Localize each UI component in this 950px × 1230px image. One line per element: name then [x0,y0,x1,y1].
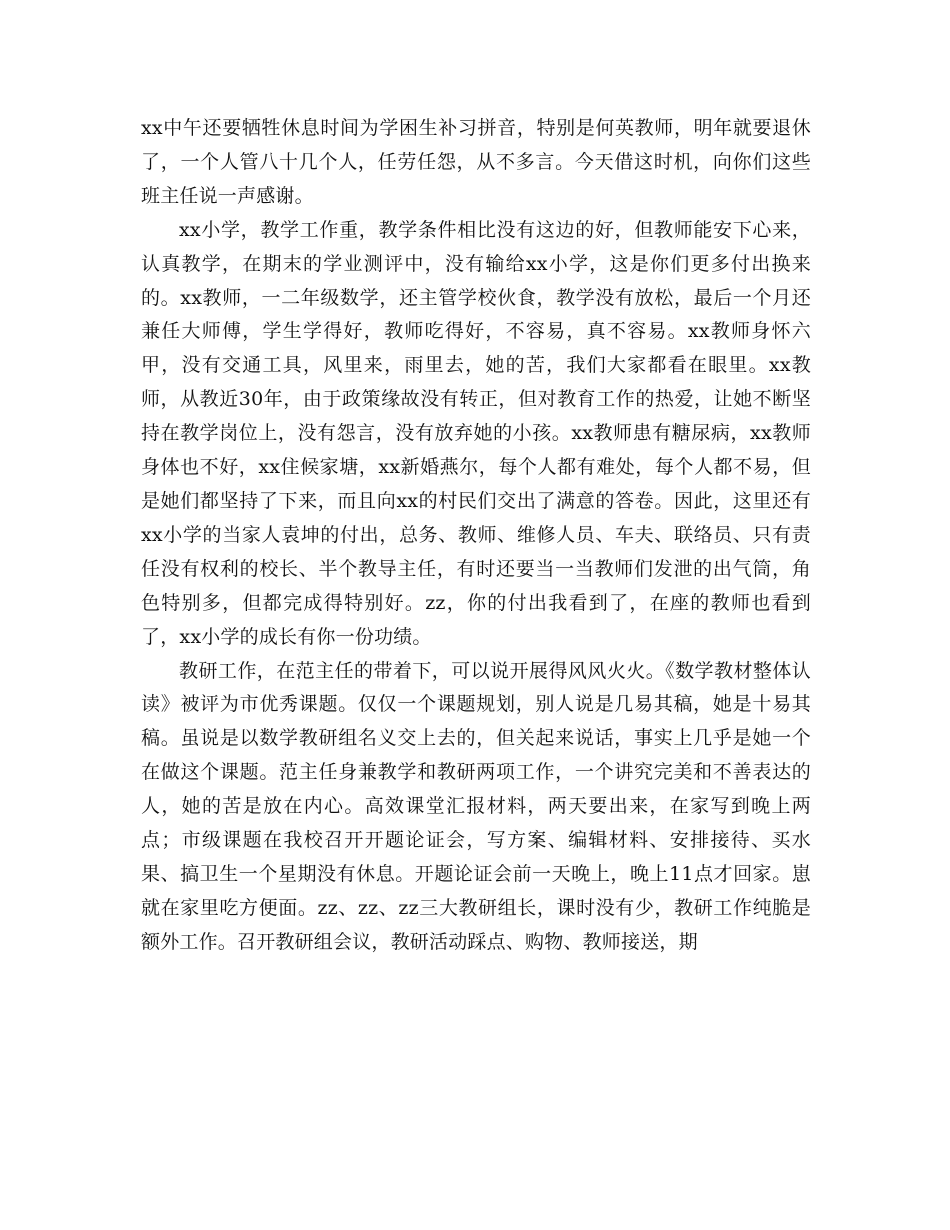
document-body [141,112,811,960]
paragraph-xx-school: xx小学，教学工作重，教学条件相比没有这边的好，但教师能安下心来，认真教学，在期末的学业测评中，没有输给xx小学，这是你们更多付出换来的。xx教师，一二年级数学，还主管学校伙食，教学没有放松，最后一个月还兼任大师傅，学生学得好，教师吃得好，不容易，真不容易。xx教师身怀六甲，没有交通工具，风里来，雨里去，她的苦，我们大家都看在眼里。xx教师，从教近30年，由于政策缘故没有转正，但对教育工作的热爱，让她不断坚持在教学岗位上，没有怨言，没有放弃她的小孩。xx教师患有糖尿病，xx教师身体也不好，xx住候家塘，xx新婚燕尔，每个人都有难处，每个人都不易，但是她们都坚持了下来，而且向xx的村民们交出了满意的答卷。因此，这里还有xx小学的当家人袁坤的付出，总务、教师、维修人员、车夫、联络员、只有责任没有权利的校长、半个教导主任，有时还要当一当教师们发泄的出气筒，角色特别多，但都完成得特别好。zz，你的付出我看到了，在座的教师也看到了，xx小学的成长有你一份功绩。 [141,218,811,648]
paragraph-teaching-research: 教研工作，在范主任的带着下，可以说开展得风风火火。《数学教材整体认读》被评为市优秀课题。仅仅一个课题规划，别人说是几易其稿，她是十易其稿。虽说是以数学教研组名义交上去的，但关起来说话，事实上几乎是她一个在做这个课题。范主任身兼教学和教研两项工作，一个讲究完美和不善表达的人，她的苦是放在内心。高效课堂汇报材料，两天要出来，在家写到晚上两点；市级课题在我校召开开题论证会，写方案、编辑材料、安排接待、买水果、搞卫生一个星期没有休息。开题论证会前一天晚上，晚上11点才回家。崽就在家里吃方便面。zz、zz、zz三大教研组长，课时没有少，教研工作纯脆是额外工作。召开教研组会议，教研活动踩点、购物、教师接送，期 [141,659,811,953]
paragraph-continued: xx中午还要牺牲休息时间为学困生补习拼音，特别是何英教师，明年就要退休了，一个人管八十几个人，任劳任怨，从不多言。今天借这时机，向你们这些班主任说一声感谢。 [141,117,811,207]
